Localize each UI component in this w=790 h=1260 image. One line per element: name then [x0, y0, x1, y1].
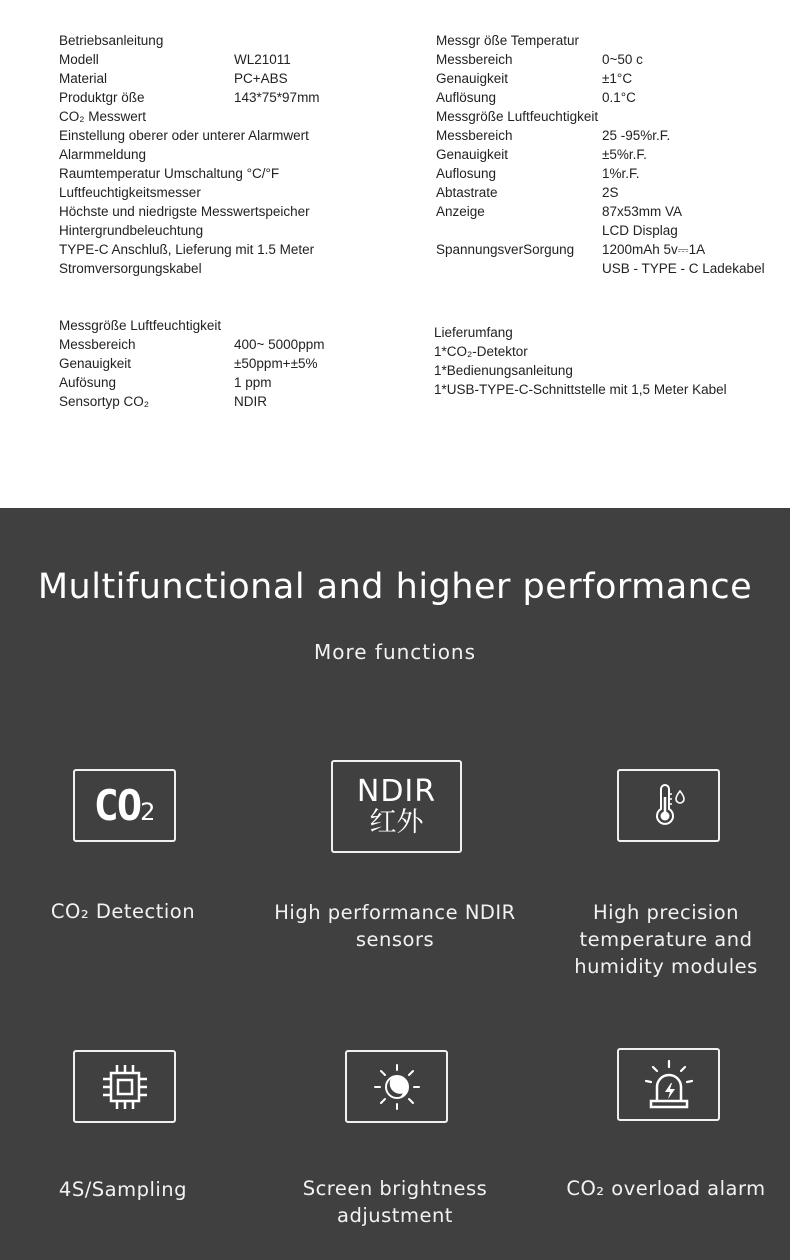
ndir-icon-text-cn: 红外	[369, 806, 424, 838]
spec-label: TYPE-C Anschluß, Lieferung mit 1.5 Meter	[59, 242, 315, 257]
spec-value: 2S	[602, 185, 619, 200]
brightness-icon	[345, 1050, 448, 1123]
spec-label: Einstellung oberer oder unterer Alarmwert	[59, 128, 309, 143]
spec-value: 1200mAh 5v⎓1A	[602, 242, 706, 257]
spec-value: USB - TYPE - C Ladekabel	[602, 261, 765, 276]
feature-caption-brightness: Screen brightness adjustment	[302, 1177, 488, 1227]
spec-row	[434, 342, 774, 361]
spec-row	[59, 240, 389, 259]
feature-caption-co2: CO₂ Detection	[50, 900, 196, 923]
spec-row	[59, 164, 389, 183]
spec-label: Material	[59, 71, 108, 86]
spec-row	[436, 202, 776, 221]
co2-icon-subscript: 2	[140, 797, 156, 826]
alarm-light-icon	[617, 1048, 720, 1121]
spec-row	[434, 380, 774, 399]
spec-row	[59, 69, 389, 88]
spec-row	[436, 88, 776, 107]
spec-label: Produktgr öße	[59, 90, 145, 105]
ndir-icon-text: NDIR	[356, 773, 437, 809]
spec-label: 1*CO₂-Detektor	[434, 344, 528, 359]
spec-label: 1*Bedienungsanleitung	[434, 363, 573, 378]
spec-label: Genauigkeit	[59, 356, 132, 371]
spec-row	[59, 316, 389, 335]
spec-value: 87x53mm VA	[602, 204, 683, 219]
spec-row	[436, 164, 776, 183]
co2-icon	[73, 769, 176, 842]
spec-label: Anzeige	[436, 204, 485, 219]
spec-label: Hintergrundbeleuchtung	[59, 223, 204, 238]
spec-row	[59, 202, 389, 221]
spec-list-co2	[59, 316, 389, 411]
spec-row	[59, 183, 389, 202]
spec-label: Abtastrate	[436, 185, 498, 200]
spec-row	[59, 221, 389, 240]
spec-value: 25 -95%r.F.	[602, 128, 671, 143]
spec-label: Lieferumfang	[434, 325, 513, 340]
spec-value: 0.1°C	[602, 90, 636, 105]
spec-label: 1*USB-TYPE-C-Schnittstelle mit 1,5 Meter Kabel	[434, 382, 727, 397]
spec-row	[436, 221, 776, 240]
chip-glyph	[99, 1061, 151, 1113]
spec-row	[436, 240, 776, 259]
spec-row	[59, 373, 389, 392]
alarm-light-glyph	[641, 1057, 697, 1113]
spec-label: Modell	[59, 52, 99, 67]
spec-value: 1%r.F.	[602, 166, 640, 181]
ndir-icon	[331, 760, 462, 853]
spec-label: Messgröße Luftfeuchtigkeit	[59, 318, 222, 333]
spec-row	[436, 31, 776, 50]
spec-value: NDIR	[234, 394, 267, 409]
thermometer-droplet-icon	[617, 769, 720, 842]
spec-value: 143*75*97mm	[234, 90, 320, 105]
spec-row	[436, 107, 776, 126]
feature-caption-temp-humidity: High precision temperature and humidity modules	[574, 901, 758, 978]
spec-row	[436, 259, 776, 278]
spec-row	[59, 354, 389, 373]
spec-row	[59, 88, 389, 107]
spec-row	[59, 335, 389, 354]
spec-row	[436, 50, 776, 69]
spec-label: Stromversorgungskabel	[59, 261, 202, 276]
panel-headline: Multifunctional and higher performance	[37, 567, 753, 607]
spec-label: Messgröße Luftfeuchtigkeit	[436, 109, 599, 124]
spec-row	[434, 361, 774, 380]
spec-row	[436, 183, 776, 202]
spec-value: 1 ppm	[234, 375, 272, 390]
spec-list-left	[59, 31, 389, 278]
spec-value: LCD Displag	[602, 223, 678, 238]
spec-label: Messbereich	[59, 337, 136, 352]
feature-caption-alarm: CO₂ overload alarm	[566, 1177, 766, 1200]
spec-value: ±5%r.F.	[602, 147, 647, 162]
spec-value: WL21011	[234, 52, 291, 67]
spec-row	[436, 69, 776, 88]
spec-row	[436, 126, 776, 145]
thermometer-droplet-glyph	[644, 781, 694, 831]
panel-subhead: More functions	[313, 640, 477, 664]
spec-label: Genauigkeit	[436, 147, 509, 162]
spec-label: Höchste und niedrigste Messwertspeicher	[59, 204, 310, 219]
spec-label: Alarmmeldung	[59, 147, 147, 162]
chip-icon	[73, 1050, 176, 1123]
spec-row	[59, 259, 389, 278]
spec-row	[59, 31, 389, 50]
brightness-glyph	[370, 1060, 424, 1114]
spec-value: 0~50 c	[602, 52, 643, 67]
spec-value: 400~ 5000ppm	[234, 337, 325, 352]
spec-row	[59, 107, 389, 126]
co2-icon-text: CO	[93, 781, 141, 830]
spec-label: Raumtemperatur Umschaltung °C/°F	[59, 166, 280, 181]
spec-value: ±1°C	[602, 71, 633, 86]
spec-label: Aufösung	[59, 375, 117, 390]
feature-caption-sampling: 4S/Sampling	[58, 1178, 188, 1201]
spec-label: CO₂ Messwert	[59, 109, 146, 124]
spec-label: Betriebsanleitung	[59, 33, 164, 48]
spec-label: Genauigkeit	[436, 71, 509, 86]
spec-label: Messbereich	[436, 128, 513, 143]
spec-row	[59, 126, 389, 145]
feature-caption-ndir: High performance NDIR sensors	[274, 901, 516, 951]
spec-row	[59, 392, 389, 411]
delivery-list	[434, 323, 774, 399]
spec-label: Luftfeuchtigkeitsmesser	[59, 185, 201, 200]
spec-row	[434, 323, 774, 342]
spec-value: PC+ABS	[234, 71, 288, 86]
spec-row	[59, 145, 389, 164]
spec-label: SpannungsverSorgung	[436, 242, 575, 257]
feature-panel	[0, 508, 790, 1260]
spec-label: Messgr öße Temperatur	[436, 33, 580, 48]
spec-value: ±50ppm+±5%	[234, 356, 318, 371]
spec-row	[59, 50, 389, 69]
spec-label: Sensortyp CO₂	[59, 394, 150, 409]
spec-label: Auflosung	[436, 166, 497, 181]
spec-row	[436, 145, 776, 164]
spec-list-right	[436, 31, 776, 278]
spec-label: Auflösung	[436, 90, 497, 105]
spec-label: Messbereich	[436, 52, 513, 67]
